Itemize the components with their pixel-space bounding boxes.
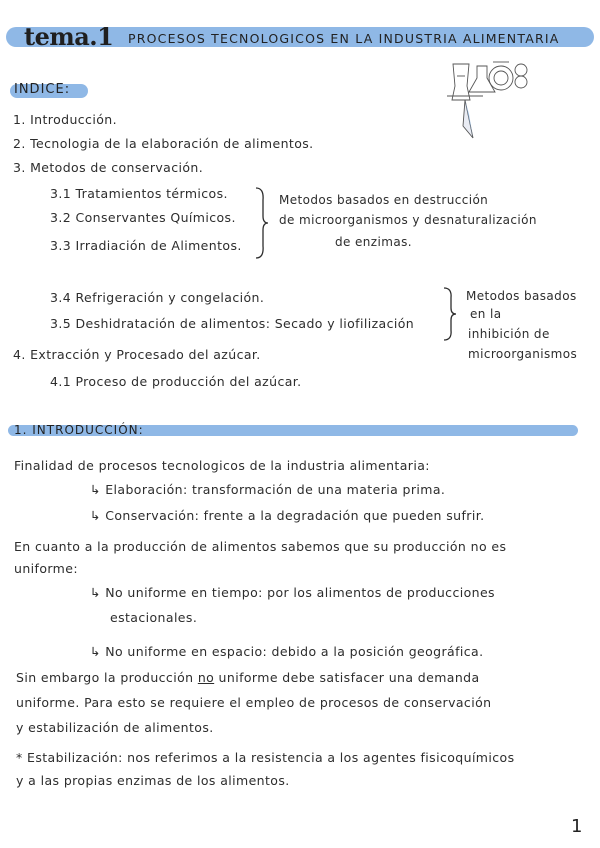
underlined-no: no xyxy=(197,670,215,685)
intro-arrow-espacio: ↳ No uniforme en espacio: debido a la posición geográfica. xyxy=(90,644,484,659)
group-2-note-line-2: en la xyxy=(470,307,502,321)
intro-line-1: Finalidad de procesos tecnologicos de la industria alimentaria: xyxy=(14,458,430,473)
intro-arrow-conservacion: ↳ Conservación: frente a la degradación que pueden sufrir. xyxy=(90,508,485,523)
intro-star-line-2: y a las propias enzimas de los alimentos. xyxy=(16,773,290,788)
intro-para-1-line-1: En cuanto a la producción de alimentos sabemos que su producción no es xyxy=(14,539,507,554)
group-2-note-line-4: microorganismos xyxy=(468,347,578,361)
index-item-3-2: 3.2 Conservantes Químicos. xyxy=(50,210,236,225)
group-2-note-line-1: Metodos basados xyxy=(466,289,577,303)
intro-para-1-line-2: uniforme: xyxy=(14,561,78,576)
brace-group-1 xyxy=(252,186,270,260)
indice-heading: INDICE: xyxy=(14,82,71,97)
intro-star-line-1: * Estabilización: nos referimos a la resistencia a los agentes fisicoquímicos xyxy=(16,750,515,765)
index-item-1: 1. Introducción. xyxy=(13,112,117,127)
intro-arrow-elaboracion: ↳ Elaboración: transformación de una materia prima. xyxy=(90,482,446,497)
index-item-3: 3. Metodos de conservación. xyxy=(13,160,204,175)
group-1-note-line-1: Metodos basados en destrucción xyxy=(279,193,489,207)
intro-heading: 1. INTRODUCCIÓN: xyxy=(14,423,144,437)
index-item-4-1: 4.1 Proceso de producción del azúcar. xyxy=(50,374,302,389)
page-subtitle: PROCESOS TECNOLOGICOS EN LA INDUSTRIA ALIMENTARIA xyxy=(128,31,560,46)
intro-para-2-line-2: uniforme. Para esto se requiere el empleo de procesos de conservación xyxy=(16,695,492,710)
index-item-3-1: 3.1 Tratamientos térmicos. xyxy=(50,186,228,201)
index-item-2: 2. Tecnologia de la elaboración de alimentos. xyxy=(13,136,314,151)
intro-para-2-line-1: Sin embargo la producción no uniforme debe satisfacer una demanda xyxy=(16,670,480,685)
page-number: 1 xyxy=(571,816,583,837)
index-item-3-5: 3.5 Deshidratación de alimentos: Secado y liofilización xyxy=(50,316,415,331)
group-1-note-line-2: de microorganismos y desnaturalización xyxy=(279,213,537,227)
group-2-note-line-3: inhibición de xyxy=(468,327,550,341)
lab-glassware-icon xyxy=(443,56,533,146)
index-item-4: 4. Extracción y Procesado del azúcar. xyxy=(13,347,261,362)
page-title: tema.1 xyxy=(24,22,114,51)
index-item-3-4: 3.4 Refrigeración y congelación. xyxy=(50,290,265,305)
intro-para-2-line-3: y estabilización de alimentos. xyxy=(16,720,214,735)
index-item-3-3: 3.3 Irradiación de Alimentos. xyxy=(50,238,242,253)
intro-arrow-tiempo: ↳ No uniforme en tiempo: por los alimentos de producciones xyxy=(90,585,495,600)
brace-group-2 xyxy=(440,286,458,342)
group-1-note-line-3: de enzimas. xyxy=(335,235,412,249)
intro-arrow-tiempo-line-2: estacionales. xyxy=(110,610,198,625)
